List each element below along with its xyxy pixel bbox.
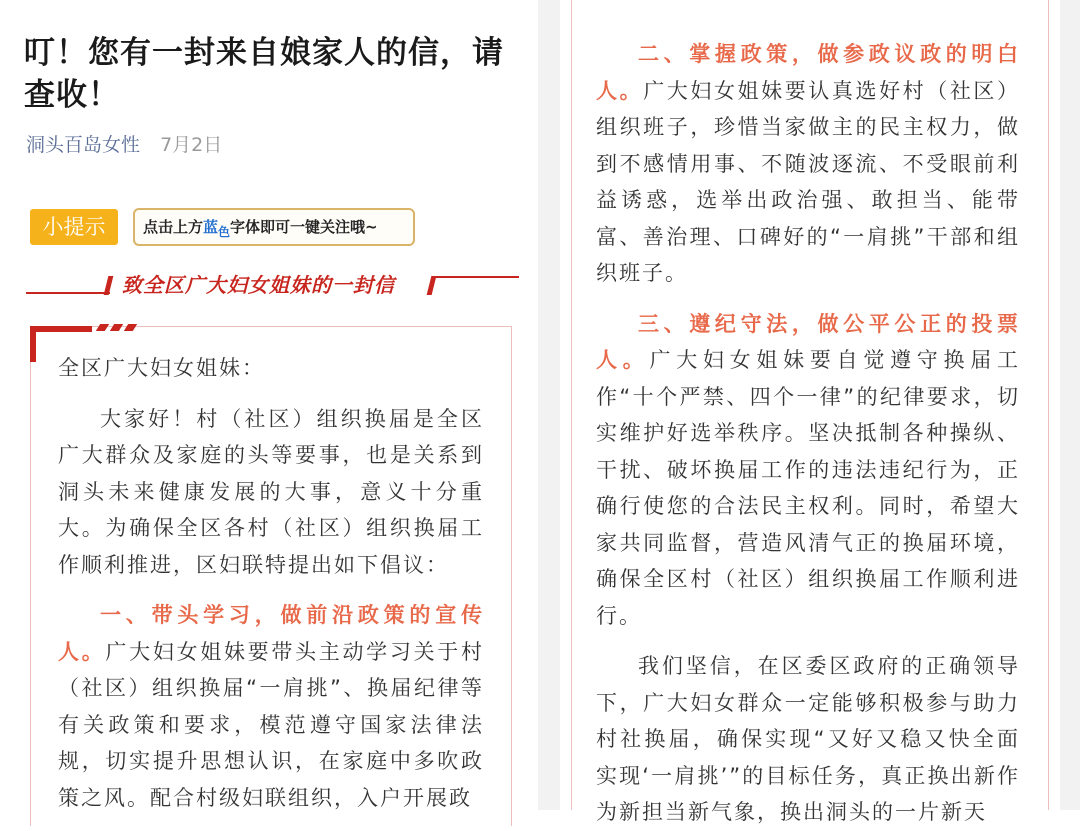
article-title: 叮！您有一封来自娘家人的信，请查收！ [24,35,504,113]
letter-banner-title: 致全区广大妇女姐妹的一封信 [122,273,395,297]
point-3-body: 广大妇女姐妹要自觉遵守换届工作“十个严禁、四个一律”的纪律要求，切实维护好选举秩序。坚决抵制各种操纵、干扰、破坏换届工作的违法违纪行为，正确行使您的合法民主权利。同时，希望大家共同监督，营造风清气正的换届环境，确保全区村（社区）组织换届工作顺利进行。 [596,348,1021,628]
letter-point-1 [58,597,484,816]
tip-text-blue-small: 色 [218,225,231,239]
banner-line-right [435,276,519,278]
letter-body-left [58,350,484,816]
point-1-body: 广大妇女姐妹要带头主动学习关于村（社区）组织换届“一肩挑”、换届纪律等有关政策和要求，模范遵守国家法律法规，切实提升思想认识，在家庭中多吹政策之风。配合村级妇联组织，入户开展政 [58,639,485,810]
tip-badge: 小提示 [30,209,118,245]
letter-point-2 [596,36,1020,292]
banner-tick-right [427,276,437,295]
frame-corner-horizontal [30,326,92,332]
right-edge-margin [1060,0,1080,810]
letter-salutation: 全区广大妇女姐妹： [58,356,265,380]
follow-tip-bubble [133,208,415,246]
tip-text-before: 点击上方 [143,218,204,236]
account-name-link[interactable]: 洞头百岛女性 [26,134,141,156]
point-2-body: 广大妇女姐妹要认真选好村（社区）组织班子，珍惜当家做主的民主权力，做到不感情用事、不随波逐流、不受眼前利益诱惑，选举出政治强、敢担当、能带富、善治理、口碑好的“一肩挑”干部和组织班子。 [596,78,1021,285]
letter-closing: 我们坚信，在区委区政府的正确领导下，广大妇女群众一定能够积极参与助力村社换届，确保实现“又好又稳又快全面实现‘一肩挑’”的目标任务，真正换出新作为新担当新气象，换出洞头的一片新天 [596,654,1020,824]
point-3-heading: 三、遵纪守法，做公平公正的投票人。 [596,311,1020,372]
letter-body-right [596,36,1020,831]
article-meta [26,130,222,157]
letter-intro: 大家好！村（社区）组织换届是全区广大群众及家庭的头等要事，也是关系到洞头未来健康发展的大事，意义十分重大。为确保全区各村（社区）组织换届工作顺利推进，区妇联特提出如下倡议： [58,406,484,577]
tip-text-after: 字体即可一键关注哦~ [230,218,378,236]
banner-line-left [26,292,110,294]
column-divider [538,0,560,810]
point-1-heading: 一、带头学习，做前沿政策的宣传人。 [58,603,484,664]
banner-tick-left [104,276,114,295]
tip-text-blue: 蓝 [203,218,219,236]
point-2-heading: 二、掌握政策，做参政议政的明白人。 [596,42,1020,103]
letter-point-3 [596,306,1020,635]
publish-date: 7月2日 [160,134,223,156]
